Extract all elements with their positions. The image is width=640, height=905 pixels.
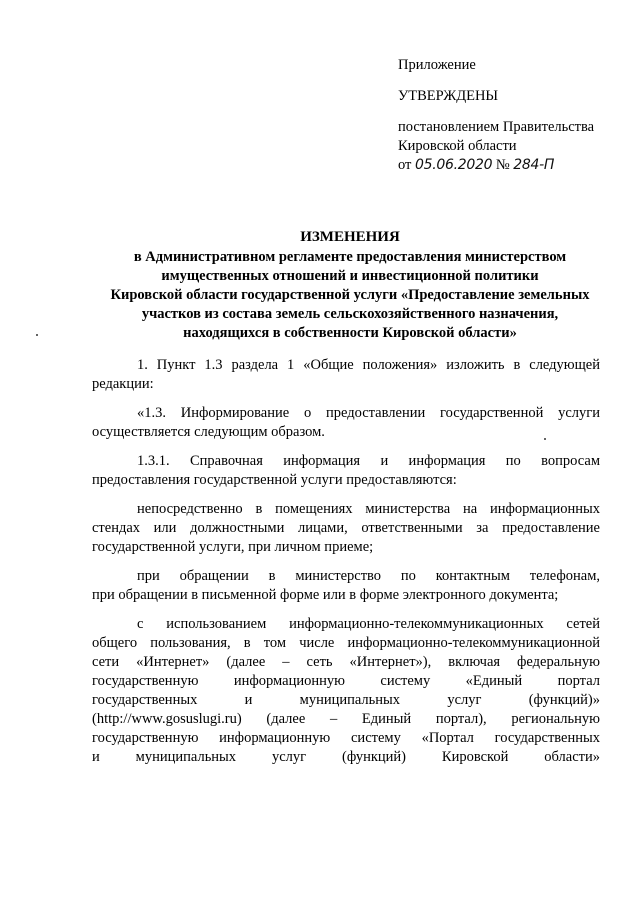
handwritten-date: 05.06.2020	[415, 157, 493, 173]
paragraph-6-line-7: государственную информационную систему «Портал государственных	[92, 730, 600, 746]
paragraph-2-line-2: осуществляется следующим образом.	[92, 424, 325, 440]
approval-block	[398, 56, 628, 175]
paragraph-2-line-1: «1.3. Информирование о предоставлении государственной услуги	[137, 405, 600, 421]
paragraph-4-line-2: стендах или должностными лицами, ответственными за предоставление	[92, 520, 600, 536]
document-body	[92, 356, 600, 777]
date-prefix: от	[398, 157, 412, 173]
paragraph-5-line-2: при обращении в письменной форме или в форме электронного документа;	[92, 587, 559, 603]
resolution-line-1: постановлением Правительства	[398, 119, 595, 135]
paragraph-6-line-1: с использованием информационно-телекоммуникационных сетей	[137, 616, 600, 632]
scan-speck	[36, 334, 38, 336]
title-line-4: участков из состава земель сельскохозяйственного назначения,	[141, 306, 559, 322]
paragraph-3	[92, 452, 600, 490]
number-sign: №	[495, 157, 510, 173]
handwritten-number: 284-П	[513, 157, 555, 173]
paragraph-4-line-3: государственной услуги, при личном приеме;	[92, 539, 374, 555]
appendix-label: Приложение	[398, 57, 476, 73]
scan-speck	[544, 438, 546, 440]
paragraph-3-line-1: 1.3.1. Справочная информация и информация по вопросам	[137, 453, 600, 469]
paragraph-6	[92, 615, 600, 767]
paragraph-3-line-2: предоставления государственной услуги предоставляются:	[92, 472, 457, 488]
paragraph-4	[92, 500, 600, 557]
title-line-3: Кировской области государственной услуги «Предоставление земельных	[110, 287, 590, 303]
paragraph-5	[92, 567, 600, 605]
paragraph-2	[92, 404, 600, 442]
paragraph-6-line-2: общего пользования, в том числе информационно-телекоммуникационной	[92, 635, 600, 651]
document-title	[80, 228, 620, 343]
title-heading: ИЗМЕНЕНИЯ	[300, 229, 400, 245]
paragraph-6-line-4: государственную информационную систему «Единый портал	[92, 673, 600, 689]
paragraph-1	[92, 356, 600, 394]
paragraph-4-line-1: непосредственно в помещениях министерства на информационных	[137, 501, 600, 517]
resolution-date-line	[398, 156, 628, 175]
approved-label: УТВЕРЖДЕНЫ	[398, 88, 499, 104]
title-line-1: в Административном регламенте предоставления министерством	[133, 249, 567, 265]
title-line-2: имущественных отношений и инвестиционной политики	[161, 268, 539, 284]
title-line-5: находящихся в собственности Кировской области»	[183, 325, 517, 341]
paragraph-1-line-1: 1. Пункт 1.3 раздела 1 «Общие положения» изложить в следующей	[137, 357, 600, 373]
paragraph-5-line-1: при обращении в министерство по контактным телефонам,	[137, 568, 600, 584]
paragraph-6-line-3: сети «Интернет» (далее – сеть «Интернет»), включая федеральную	[92, 654, 600, 670]
paragraph-6-line-5: государственных и муниципальных услуг (функций)»	[92, 692, 600, 708]
paragraph-6-line-6: (http://www.gosuslugi.ru) (далее – Единый портал), региональную	[92, 711, 600, 727]
paragraph-1-line-2: редакции:	[92, 376, 154, 392]
resolution-line-2: Кировской области	[398, 138, 517, 154]
paragraph-6-line-8: и муниципальных услуг (функций) Кировской области»	[92, 749, 600, 765]
